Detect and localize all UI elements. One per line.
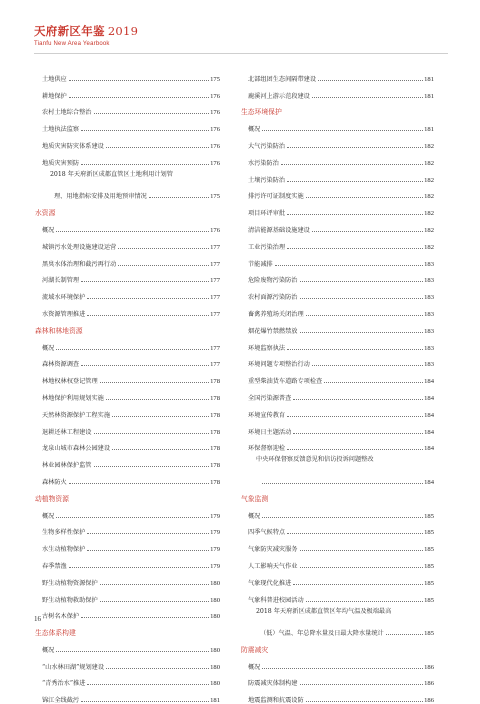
dot-leader xyxy=(287,248,423,249)
toc-entry-label: 畜禽养殖场关闭治理 xyxy=(248,310,304,318)
toc-entry-label: （低）气温、年总降水量及日最大降水量统计 xyxy=(260,630,384,638)
toc-entry[interactable] xyxy=(42,184,220,201)
toc-page-number: 177 xyxy=(210,310,220,318)
toc-page-number: 183 xyxy=(424,327,434,335)
dot-leader xyxy=(306,197,423,198)
toc-entry-label: “青秀治水”推进 xyxy=(42,680,86,688)
toc-entry[interactable] xyxy=(42,335,220,352)
dot-leader xyxy=(262,483,423,484)
toc-entry-label: 天然林资源保护工程实施 xyxy=(42,411,111,419)
toc-entry-label: 水资源管理推进 xyxy=(42,310,86,318)
toc-entry[interactable] xyxy=(248,520,434,537)
dot-leader xyxy=(324,382,423,383)
dot-leader xyxy=(106,668,209,669)
dot-leader xyxy=(293,399,423,400)
toc-page-number: 182 xyxy=(424,243,434,251)
toc-entry-label: 中央环保督察反馈意见和信访投诉问题整改 xyxy=(256,456,374,464)
yearbook-title xyxy=(34,23,454,39)
toc-entry[interactable] xyxy=(42,100,220,117)
toc-entry-label: 野生动植物救助保护 xyxy=(42,596,98,604)
toc-entry[interactable] xyxy=(42,301,220,318)
dot-leader xyxy=(118,265,209,266)
toc-page-number: 182 xyxy=(424,142,434,150)
toc-section-heading: 气象监测 xyxy=(241,494,269,503)
toc-entry-label: 锦江全线截污 xyxy=(42,697,80,704)
toc-entry[interactable] xyxy=(248,587,434,604)
toc-entry[interactable] xyxy=(248,133,434,150)
toc-entry[interactable] xyxy=(42,520,220,537)
toc-page-number: 185 xyxy=(424,529,434,537)
toc-entry-label: 概况 xyxy=(248,663,261,671)
toc-entry[interactable] xyxy=(248,654,434,671)
toc-entry[interactable] xyxy=(42,83,220,100)
toc-entry[interactable] xyxy=(42,217,220,234)
toc-page-number: 181 xyxy=(424,75,434,83)
toc-entry[interactable] xyxy=(42,268,220,285)
toc-page-number: 182 xyxy=(424,176,434,184)
toc-entry-label: 全国污染源普查 xyxy=(248,394,292,402)
toc-entry[interactable] xyxy=(248,570,434,587)
toc-entry-label: 农村土地综合整治 xyxy=(42,109,92,117)
dot-leader xyxy=(81,130,209,131)
dot-leader xyxy=(300,332,424,333)
toc-entry-label: 农村面源污染防治 xyxy=(248,294,298,302)
dot-leader xyxy=(300,567,424,568)
dot-leader xyxy=(69,483,209,484)
toc-page-number: 180 xyxy=(210,663,220,671)
dot-leader xyxy=(300,281,424,282)
toc-entry[interactable] xyxy=(42,150,220,167)
dot-leader xyxy=(287,449,423,450)
toc-entry-label: 地震监测和抗震设防 xyxy=(248,697,304,704)
dot-leader xyxy=(56,517,209,518)
dot-leader xyxy=(293,584,423,585)
dot-leader xyxy=(262,130,423,131)
toc-page-number: 177 xyxy=(210,294,220,302)
toc-page-number: 177 xyxy=(210,344,220,352)
toc-page-number: 182 xyxy=(424,210,434,218)
toc-page-number: 177 xyxy=(210,243,220,251)
toc-entry[interactable] xyxy=(248,536,434,553)
toc-page-number: 186 xyxy=(424,663,434,671)
dot-leader xyxy=(87,315,209,316)
toc-entry[interactable] xyxy=(42,604,220,621)
toc-entry-label: 林地保护利用规划实施 xyxy=(42,394,104,402)
toc-page-number: 184 xyxy=(424,378,434,386)
toc-entry-label: 林地权林权登记管理 xyxy=(42,378,98,386)
toc-entry-label: 烟花爆竹禁燃禁放 xyxy=(248,327,298,335)
toc-entry[interactable] xyxy=(248,368,434,385)
toc-entry-label: 水污染防治 xyxy=(248,159,279,167)
toc-entry-label: 退耕还林工程建设 xyxy=(42,428,92,436)
toc-page-number: 184 xyxy=(424,411,434,419)
toc-section-heading: 生态环境保护 xyxy=(241,108,282,117)
toc-page-number: 181 xyxy=(210,697,220,704)
toc-page-number: 179 xyxy=(210,546,220,554)
title-year: 2019 xyxy=(107,24,139,38)
toc-page-number: 179 xyxy=(210,562,220,570)
toc-page-number: 179 xyxy=(210,512,220,520)
toc-section-heading: 生态体系构建 xyxy=(35,629,76,638)
toc-entry-label: 人工影响天气作业 xyxy=(248,562,298,570)
toc-page-number: 178 xyxy=(210,462,220,470)
dot-leader xyxy=(312,97,423,98)
toc-page-number: 181 xyxy=(424,92,434,100)
dot-leader xyxy=(149,197,209,198)
toc-entry[interactable] xyxy=(248,167,434,184)
toc-entry[interactable] xyxy=(248,553,434,570)
dot-leader xyxy=(287,533,423,534)
dot-leader xyxy=(300,550,424,551)
toc-section-heading: 动植物资源 xyxy=(35,494,69,503)
dot-leader xyxy=(81,617,209,618)
dot-leader xyxy=(87,550,209,551)
toc-page-number: 180 xyxy=(210,646,220,654)
toc-entry[interactable] xyxy=(42,654,220,671)
toc-entry-label: 龙泉山城市森林公园建设 xyxy=(42,445,111,453)
toc-entry-label: 森林防火 xyxy=(42,478,67,486)
toc-entry-label: 鹿溪河上游示范段建设 xyxy=(248,92,310,100)
dot-leader xyxy=(386,634,423,635)
toc-page-number: 182 xyxy=(424,159,434,167)
dot-leader xyxy=(87,298,209,299)
toc-entry[interactable] xyxy=(248,469,434,486)
toc-entry-label: 概况 xyxy=(42,512,55,520)
toc-entry-label: 气象科普进校园活动 xyxy=(248,596,304,604)
toc-page-number: 177 xyxy=(210,260,220,268)
toc-entry-label: 环境日主题活动 xyxy=(248,428,292,436)
toc-entry[interactable] xyxy=(248,436,434,453)
toc-entry-label: 环境监察执法 xyxy=(248,344,286,352)
toc-entry[interactable] xyxy=(248,184,434,201)
toc-entry[interactable] xyxy=(42,133,220,150)
dot-leader xyxy=(56,651,209,652)
toc-entry-label: 北部组团生态间隔带建设 xyxy=(248,75,317,83)
toc-entry[interactable] xyxy=(248,200,434,217)
toc-entry-multiline[interactable] xyxy=(42,167,220,184)
toc-entry-label: 概况 xyxy=(42,646,55,654)
toc-page-number: 179 xyxy=(210,529,220,537)
dot-leader xyxy=(281,164,423,165)
toc-entry-label: “山水林田湖”规划建设 xyxy=(42,663,105,671)
toc-entry-multiline[interactable] xyxy=(248,604,434,621)
toc-entry[interactable] xyxy=(42,251,220,268)
toc-entry-label: 林业园林保护监管 xyxy=(42,462,92,470)
dot-leader xyxy=(56,231,209,232)
toc-entry[interactable] xyxy=(248,385,434,402)
toc-entry[interactable] xyxy=(248,402,434,419)
toc-page-number: 178 xyxy=(210,478,220,486)
toc-entry-label: 清洁能源基础设施建设 xyxy=(248,226,310,234)
toc-section-heading: 水资源 xyxy=(35,209,56,218)
toc-entry-label: 2018 年天府新区成都直管区年均气温及极端最高 xyxy=(256,607,392,615)
toc-page-number: 185 xyxy=(424,562,434,570)
toc-entry-label: 土地执法监察 xyxy=(42,126,80,134)
toc-page-number: 186 xyxy=(424,680,434,688)
toc-page-number: 182 xyxy=(424,226,434,234)
toc-page-number: 185 xyxy=(424,512,434,520)
toc-entry[interactable] xyxy=(248,335,434,352)
toc-page-number: 186 xyxy=(424,697,434,704)
toc-entry[interactable] xyxy=(248,503,434,520)
toc-page-number: 183 xyxy=(424,294,434,302)
toc-entry-label: 地质灾害防灾体系建设 xyxy=(42,142,104,150)
toc-entry[interactable] xyxy=(42,368,220,385)
dot-leader xyxy=(94,466,210,467)
toc-page-number: 183 xyxy=(424,361,434,369)
dot-leader xyxy=(262,517,423,518)
toc-entry-label: 流域水环境保护 xyxy=(42,294,86,302)
toc-entry-label: 概况 xyxy=(42,344,55,352)
dot-leader xyxy=(118,248,209,249)
toc-page-number: 185 xyxy=(424,596,434,604)
toc-page-number: 183 xyxy=(424,310,434,318)
toc-page-number: 176 xyxy=(210,159,220,167)
dot-leader xyxy=(87,684,209,685)
toc-page-number: 176 xyxy=(210,109,220,117)
dot-leader xyxy=(275,265,423,266)
dot-leader xyxy=(312,231,423,232)
dot-leader xyxy=(287,349,423,350)
dot-leader xyxy=(300,298,424,299)
toc-entry-label: 工业污染治理 xyxy=(248,243,286,251)
toc-entry-label: 耕地保护 xyxy=(42,92,67,100)
toc-entry[interactable] xyxy=(248,116,434,133)
toc-entry-label: 气象现代化推进 xyxy=(248,579,292,587)
toc-page-number: 183 xyxy=(424,260,434,268)
toc-entry-label: 环境宣传教育 xyxy=(248,411,286,419)
dot-leader xyxy=(94,433,210,434)
toc-page-number: 175 xyxy=(210,75,220,83)
dot-leader xyxy=(306,701,423,702)
toc-entry-label: 危险废物污染防治 xyxy=(248,277,298,285)
toc-entry[interactable] xyxy=(42,536,220,553)
toc-entry-label: 城镇污水处理设施建设运营 xyxy=(42,243,117,251)
toc-entry[interactable] xyxy=(42,671,220,688)
toc-entry[interactable] xyxy=(42,503,220,520)
dot-leader xyxy=(106,147,209,148)
toc-page-number: 185 xyxy=(424,630,434,638)
toc-entry-label: 防震减灾体制构建 xyxy=(248,680,298,688)
toc-page-number: 178 xyxy=(210,445,220,453)
dot-leader xyxy=(287,214,423,215)
toc-entry[interactable] xyxy=(248,419,434,436)
toc-entry-label: 环保督察迎检 xyxy=(248,445,286,453)
dot-leader xyxy=(106,399,209,400)
dot-leader xyxy=(262,668,423,669)
toc-entry[interactable] xyxy=(248,217,434,234)
toc-entry[interactable] xyxy=(42,553,220,570)
toc-entry-label: 重型柴油货车道路专项检查 xyxy=(248,378,323,386)
toc-page-number: 181 xyxy=(424,126,434,134)
dot-leader xyxy=(112,449,209,450)
toc-page-number: 184 xyxy=(424,428,434,436)
toc-entry-label: 春季禁渔 xyxy=(42,562,67,570)
toc-entry-label: 野生动植物资源保护 xyxy=(42,579,98,587)
toc-page-number: 184 xyxy=(424,394,434,402)
page-number: 16 xyxy=(34,615,41,623)
toc-entry[interactable] xyxy=(248,83,434,100)
dot-leader xyxy=(293,433,423,434)
toc-entry-label: 环境问题专项整治行动 xyxy=(248,361,310,369)
toc-entry[interactable] xyxy=(248,150,434,167)
title-text: 天府新区年鉴 xyxy=(34,24,105,38)
toc-entry-label: 节能减排 xyxy=(248,260,273,268)
dot-leader xyxy=(81,365,209,366)
toc-entry-label: 黑臭水体治理和截污再行动 xyxy=(42,260,117,268)
toc-entry[interactable] xyxy=(42,284,220,301)
dot-leader xyxy=(112,416,209,417)
toc-entry[interactable] xyxy=(248,352,434,369)
toc-entry-label: 2018 年天府新区成都直管区土地利用计划管 xyxy=(50,170,173,178)
toc-page-number: 178 xyxy=(210,411,220,419)
toc-section-heading: 防震减灾 xyxy=(241,645,269,654)
toc-page-number: 185 xyxy=(424,546,434,554)
toc-entry[interactable] xyxy=(42,385,220,402)
dot-leader xyxy=(94,113,210,114)
toc-entry[interactable] xyxy=(42,352,220,369)
toc-page-number: 184 xyxy=(424,478,434,486)
toc-entry-label: 生物多样性保护 xyxy=(42,529,86,537)
toc-entry[interactable] xyxy=(42,687,220,704)
toc-entry-label: 概况 xyxy=(248,512,261,520)
dot-leader xyxy=(318,80,423,81)
toc-entry[interactable] xyxy=(42,66,220,83)
toc-entry-label: 大气污染防治 xyxy=(248,142,286,150)
toc-entry[interactable] xyxy=(42,452,220,469)
toc-section-heading: 森林和林地资源 xyxy=(35,326,83,335)
toc-entry[interactable] xyxy=(248,687,434,704)
toc-entry[interactable] xyxy=(248,66,434,83)
toc-entry[interactable] xyxy=(248,234,434,251)
toc-page-number: 183 xyxy=(424,277,434,285)
toc-page-number: 178 xyxy=(210,428,220,436)
toc-page-number: 180 xyxy=(210,680,220,688)
toc-page-number: 176 xyxy=(210,226,220,234)
dot-leader xyxy=(306,601,423,602)
dot-leader xyxy=(287,147,423,148)
toc-entry[interactable] xyxy=(248,620,434,637)
dot-leader xyxy=(100,382,209,383)
dot-leader xyxy=(81,281,209,282)
dot-leader xyxy=(100,584,209,585)
toc-entry-label: 排污许可证制度实施 xyxy=(248,193,304,201)
toc-entry-label: 项目环评审批 xyxy=(248,210,286,218)
toc-right-column xyxy=(241,66,434,704)
dot-leader xyxy=(306,315,423,316)
toc-page-number: 178 xyxy=(210,378,220,386)
dot-leader xyxy=(87,533,209,534)
toc-page-number: 184 xyxy=(424,445,434,453)
dot-leader xyxy=(300,684,424,685)
toc-entry-label: 水生动植物保护 xyxy=(42,546,86,554)
toc-entry-label: 森林资源调查 xyxy=(42,361,80,369)
toc-entry[interactable] xyxy=(42,116,220,133)
toc-entry-label: 理、用地指标安排及用地预审情况 xyxy=(54,193,147,201)
toc-entry[interactable] xyxy=(42,419,220,436)
toc-page-number: 182 xyxy=(424,193,434,201)
toc-page-number: 177 xyxy=(210,277,220,285)
toc-page-number: 180 xyxy=(210,613,220,621)
dot-leader xyxy=(287,416,423,417)
toc-page-number: 176 xyxy=(210,142,220,150)
toc-entry[interactable] xyxy=(42,637,220,654)
toc-entry[interactable] xyxy=(248,318,434,335)
dot-leader xyxy=(287,181,423,182)
toc-entry-label: 古树名木保护 xyxy=(42,613,80,621)
toc-page-number: 185 xyxy=(424,579,434,587)
toc-page-number: 176 xyxy=(210,92,220,100)
toc-entry-label: 河湖长制管理 xyxy=(42,277,80,285)
toc-page-number: 178 xyxy=(210,394,220,402)
toc-page-number: 176 xyxy=(210,126,220,134)
toc-page-number: 175 xyxy=(210,193,220,201)
dot-leader xyxy=(312,365,423,366)
header-divider xyxy=(34,53,448,54)
toc-entry[interactable] xyxy=(42,587,220,604)
dot-leader xyxy=(69,80,209,81)
dot-leader xyxy=(56,349,209,350)
dot-leader xyxy=(69,567,209,568)
dot-leader xyxy=(69,97,209,98)
toc-page-number: 180 xyxy=(210,579,220,587)
toc-entry[interactable] xyxy=(248,284,434,301)
dot-leader xyxy=(100,601,209,602)
toc-entry-multiline[interactable] xyxy=(248,452,434,469)
toc-entry[interactable] xyxy=(248,268,434,285)
toc-page-number: 177 xyxy=(210,361,220,369)
toc-entry[interactable] xyxy=(42,469,220,486)
toc-page-number: 183 xyxy=(424,344,434,352)
toc-entry[interactable] xyxy=(42,436,220,453)
toc-entry-label: 概况 xyxy=(42,226,55,234)
yearbook-header xyxy=(34,23,454,53)
toc-entry[interactable] xyxy=(42,570,220,587)
toc-entry[interactable] xyxy=(248,671,434,688)
yearbook-subtitle: Tianfu New Area Yearbook xyxy=(34,41,110,47)
toc-entry-label: 土地供应 xyxy=(42,75,67,83)
toc-entry[interactable] xyxy=(248,251,434,268)
toc-entry-label: 气象防灾减灾服务 xyxy=(248,546,298,554)
toc-entry-label: 土壤污染防治 xyxy=(248,176,286,184)
toc-entry-label: 地质灾害预防 xyxy=(42,159,80,167)
dot-leader xyxy=(81,701,209,702)
toc-page-number: 180 xyxy=(210,596,220,604)
toc-entry[interactable] xyxy=(42,234,220,251)
toc-entry[interactable] xyxy=(248,301,434,318)
toc-entry[interactable] xyxy=(42,402,220,419)
toc-entry-label: 概况 xyxy=(248,126,261,134)
dot-leader xyxy=(81,164,209,165)
toc-entry-label: 四季气候特点 xyxy=(248,529,286,537)
